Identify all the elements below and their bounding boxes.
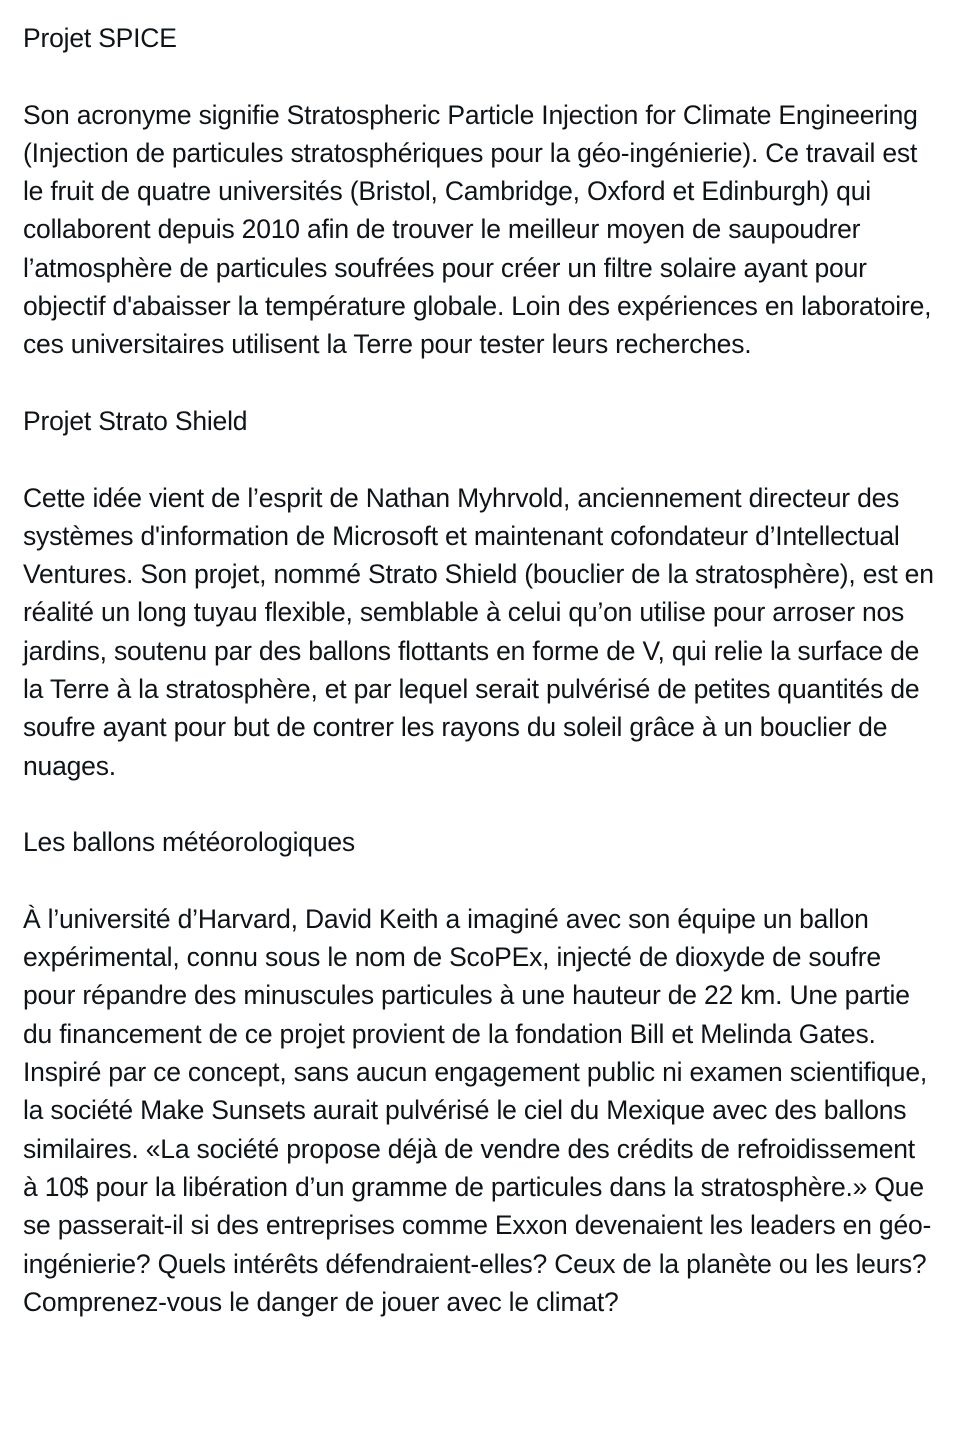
section-body-spice: Son acronyme signifie Stratospheric Particle Injection for Climate Engineering (Injection de particules stratosphériques pour la géo-ingénierie). Ce travail est le fruit de quatre universités (Bristol, Cambridge, Oxford et Edinburgh) qui collaborent depuis 2010 afin de trouver le meilleur moyen de saupoudrer l’atmosphère de particules soufrées pour créer un filtre solaire ayant pour objectif d'abaisser la température globale. Loin des expériences en laboratoire, ces universitaires utilisent la Terre pour tester leurs recherches. — [23, 99, 932, 360]
section-body-ballons: À l’université d’Harvard, David Keith a imaginé avec son équipe un ballon expérimental, connu sous le nom de ScoPEx, injecté de dioxyde de soufre pour répandre des minuscules particules à une hauteur de 22 km. Une partie du financement de ce projet provient de la fondation Bill et Melinda Gates. Inspiré par ce concept, sans aucun engagement public ni examen scientifique, la société Make Sunsets aurait pulvérisé le ciel du Mexique avec des ballons similaires. «La société propose déjà de vendre des crédits de refroidissement à 10$ pour la libération d’un gramme de particules dans la stratosphère.» Que se passerait-il si des entreprises comme Exxon devenaient les leaders en géo-ingénierie? Quels intérêts défendraient-elles? Ceux de la planète ou les leurs? Comprenez-vous le danger de jouer avec le climat? — [23, 903, 932, 1317]
section-heading-ballons: Les ballons météorologiques — [23, 827, 355, 858]
section-heading-spice: Projet SPICE — [23, 23, 177, 53]
section-heading-strato-shield: Projet Strato Shield — [23, 405, 248, 436]
section-body-strato-shield: Cette idée vient de l’esprit de Nathan Myhrvold, anciennement directeur des systèmes d'information de Microsoft et maintenant cofondateur d’Intellectual Ventures. Son projet, nommé Strato Shield (bouclier de la stratosphère), est en réalité un long tuyau flexible, semblable à celui qu’on utilise pour arroser nos jardins, soutenu par des ballons flottants en forme de V, qui relie la surface de la Terre à la stratosphère, et par lequel serait pulvérisé de petites quantités de soufre ayant pour but de contrer les rayons du soleil grâce à un bouclier de nuages. — [23, 482, 934, 781]
post-text — [23, 19, 935, 1321]
